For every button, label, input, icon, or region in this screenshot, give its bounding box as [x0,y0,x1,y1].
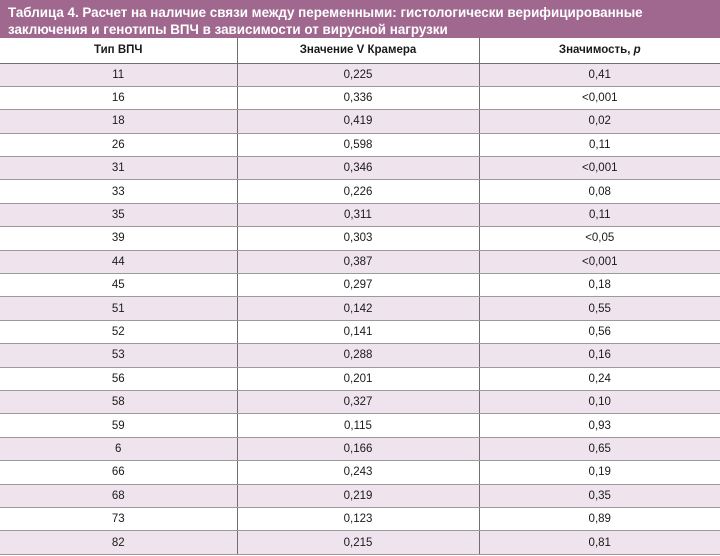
cell-hpv-type: 51 [0,297,237,320]
cell-cramers-v: 0,311 [237,203,479,226]
header-hpv-type: Тип ВПЧ [0,38,237,63]
cell-significance: 0,89 [479,507,720,530]
cell-hpv-type: 31 [0,157,237,180]
cell-cramers-v: 0,141 [237,320,479,343]
cell-cramers-v: 0,327 [237,390,479,413]
table-row [0,531,720,554]
cell-cramers-v: 0,142 [237,297,479,320]
table-row [0,320,720,343]
cell-cramers-v: 0,297 [237,274,479,297]
cell-cramers-v: 0,123 [237,507,479,530]
cell-significance: 0,93 [479,414,720,437]
table-row [0,297,720,320]
cell-hpv-type: 66 [0,461,237,484]
cell-cramers-v: 0,226 [237,180,479,203]
cell-hpv-type: 26 [0,133,237,156]
cell-hpv-type: 52 [0,320,237,343]
cell-significance: <0,001 [479,250,720,273]
table-title-line-1: Таблица 4. Расчет на наличие связи между переменными: гистологически верифицированные [8,5,643,20]
cell-cramers-v: 0,115 [237,414,479,437]
cell-cramers-v: 0,288 [237,344,479,367]
cell-significance: 0,11 [479,203,720,226]
table-title-line-2: заключения и генотипы ВПЧ в зависимости от вирусной нагрузки [8,22,448,37]
table-row [0,344,720,367]
table-row [0,133,720,156]
cell-hpv-type: 6 [0,437,237,460]
table-row [0,461,720,484]
table-body [0,63,720,554]
table-row [0,180,720,203]
cell-significance: 0,24 [479,367,720,390]
cell-significance: 0,10 [479,390,720,413]
cell-significance: 0,11 [479,133,720,156]
cell-cramers-v: 0,243 [237,461,479,484]
header-row [0,38,720,63]
cell-significance: 0,41 [479,63,720,86]
cell-significance: 0,19 [479,461,720,484]
cell-cramers-v: 0,598 [237,133,479,156]
table-row [0,63,720,86]
cell-significance: <0,001 [479,157,720,180]
data-table [0,38,720,555]
cell-significance: 0,08 [479,180,720,203]
cell-significance: 0,02 [479,110,720,133]
cell-cramers-v: 0,225 [237,63,479,86]
cell-significance: 0,16 [479,344,720,367]
cell-hpv-type: 53 [0,344,237,367]
table-row [0,227,720,250]
table-row [0,250,720,273]
cell-significance: <0,05 [479,227,720,250]
cell-significance: 0,18 [479,274,720,297]
cell-hpv-type: 11 [0,63,237,86]
cell-significance: <0,001 [479,86,720,109]
table-row [0,110,720,133]
cell-cramers-v: 0,215 [237,531,479,554]
header-significance [479,38,720,63]
table-title [0,0,720,38]
table-row [0,367,720,390]
table-row [0,157,720,180]
cell-hpv-type: 39 [0,227,237,250]
header-significance-p: p [633,44,641,57]
header-significance-label: Значимость, [558,44,634,57]
cell-hpv-type: 82 [0,531,237,554]
cell-hpv-type: 68 [0,484,237,507]
cell-cramers-v: 0,346 [237,157,479,180]
cell-cramers-v: 0,201 [237,367,479,390]
cell-hpv-type: 45 [0,274,237,297]
table-row [0,390,720,413]
cell-hpv-type: 44 [0,250,237,273]
cell-hpv-type: 59 [0,414,237,437]
cell-significance: 0,35 [479,484,720,507]
cell-cramers-v: 0,387 [237,250,479,273]
table-row [0,414,720,437]
cell-cramers-v: 0,336 [237,86,479,109]
cell-hpv-type: 33 [0,180,237,203]
cell-hpv-type: 18 [0,110,237,133]
cell-cramers-v: 0,419 [237,110,479,133]
cell-hpv-type: 35 [0,203,237,226]
cell-cramers-v: 0,166 [237,437,479,460]
table-row [0,437,720,460]
cell-significance: 0,56 [479,320,720,343]
table-row [0,507,720,530]
table-row [0,484,720,507]
cell-hpv-type: 73 [0,507,237,530]
cell-hpv-type: 16 [0,86,237,109]
cell-hpv-type: 56 [0,367,237,390]
table-row [0,274,720,297]
cell-significance: 0,81 [479,531,720,554]
table-row [0,203,720,226]
cell-significance: 0,65 [479,437,720,460]
cell-hpv-type: 58 [0,390,237,413]
cell-cramers-v: 0,303 [237,227,479,250]
header-cramers-v: Значение V Крамера [237,38,479,63]
table-row [0,86,720,109]
cell-cramers-v: 0,219 [237,484,479,507]
cell-significance: 0,55 [479,297,720,320]
